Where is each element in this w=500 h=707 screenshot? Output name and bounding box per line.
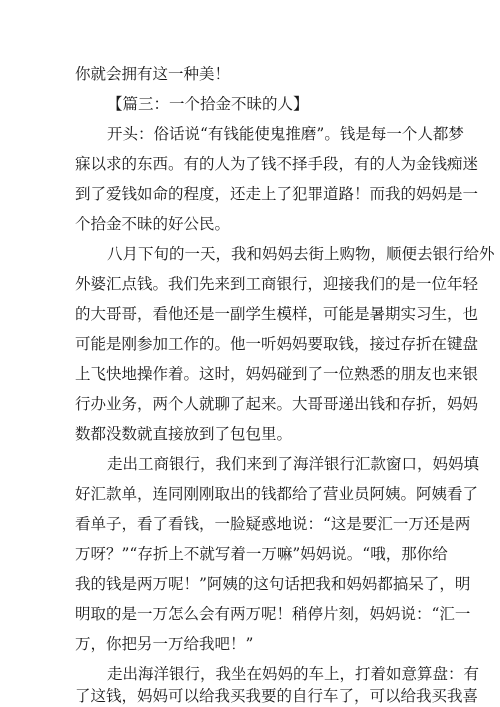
- text-line: 走出海洋银行，我坐在妈妈的车上，打着如意算盘：有: [107, 665, 480, 683]
- text-line: 走出工商银行，我们来到了海洋银行汇款窗口，妈妈填: [107, 455, 480, 473]
- text-line: 你就会拥有这一种美！: [75, 65, 231, 83]
- text-line: 个拾金不昧的好公民。: [75, 215, 231, 233]
- text-line: 万呀？”“存折上不就写着一万嘛”妈妈说。“哦，那你给: [75, 545, 448, 563]
- text-line: 寐以求的东西。有的人为了钱不择手段，有的人为金钱痴迷: [75, 155, 479, 173]
- text-line: 到了爱钱如命的程度，还走上了犯罪道路！而我的妈妈是一: [75, 185, 479, 203]
- section-heading: 【篇三：一个拾金不昧的人】: [107, 95, 309, 113]
- text-line: 行办业务，两个人就聊了起来。大哥哥递出钱和存折，妈妈: [75, 395, 479, 413]
- text-line: 明取的是一万怎么会有两万呢！稍停片刻，妈妈说：“汇一: [75, 605, 471, 623]
- text-line: 八月下旬的一天，我和妈妈去街上购物，顺便去银行给外: [107, 245, 495, 263]
- text-line: 可能是刚参加工作的。他一听妈妈要取钱，接过存折在键盘: [75, 335, 479, 353]
- text-line: 数都没数就直接放到了包包里。: [75, 425, 293, 443]
- text-line: 上飞快地操作着。这时，妈妈碰到了一位熟悉的朋友也来银: [75, 365, 479, 383]
- text-line: 了这钱，妈妈可以给我买我要的自行车了，可以给我买我喜: [75, 687, 479, 705]
- text-line: 看单子，看了看钱，一脸疑惑地说：“这是要汇一万还是两: [75, 515, 471, 533]
- text-line: 外婆汇点钱。我们先来到工商银行，迎接我们的是一位年轻: [75, 275, 479, 293]
- text-line: 的大哥哥，看他还是一副学生模样，可能是暑期实习生，也: [75, 305, 479, 323]
- text-line: 开头：俗话说“有钱能使鬼推磨”。钱是每一个人都梦: [107, 125, 464, 143]
- text-line: 万，你把另一万给我吧！”: [75, 635, 254, 653]
- text-line: 我的钱是两万呢！”阿姨的这句话把我和妈妈都搞呆了，明: [75, 575, 471, 593]
- text-line: 好汇款单，连同刚刚取出的钱都给了营业员阿姨。阿姨看了: [75, 485, 479, 503]
